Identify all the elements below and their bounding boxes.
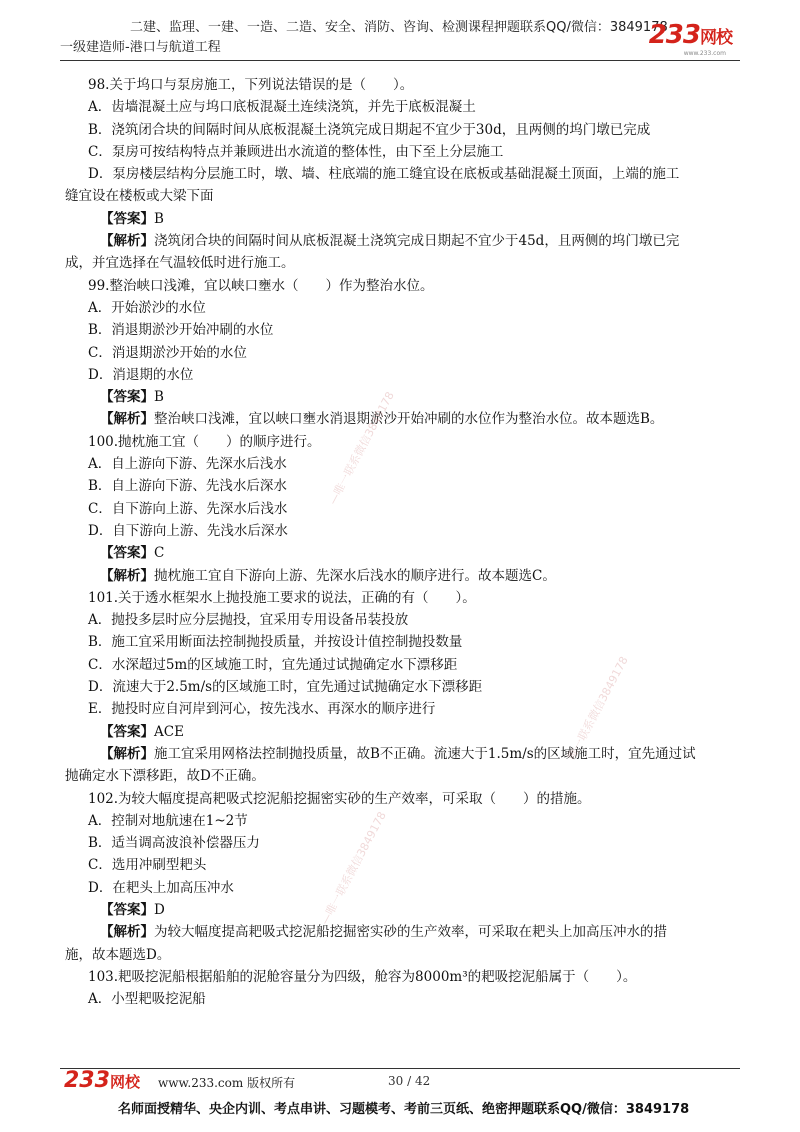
answer-line bbox=[88, 542, 738, 564]
text-line bbox=[88, 342, 738, 364]
logo-number: 233 bbox=[648, 20, 700, 50]
analysis-line bbox=[88, 230, 738, 252]
text-line bbox=[88, 654, 738, 676]
text-line bbox=[65, 252, 738, 274]
line-tag: 【解析】 bbox=[100, 924, 154, 941]
analysis-line bbox=[88, 743, 738, 765]
answer-line bbox=[88, 386, 738, 408]
line-text: 102.为较大幅度提高耙吸式挖泥船挖掘密实砂的生产效率，可采取（ ）的措施。 bbox=[88, 790, 591, 807]
page-header bbox=[60, 14, 740, 56]
line-text: 施，故本题选D。 bbox=[65, 946, 171, 963]
text-line bbox=[88, 877, 738, 899]
header-subject: 一级建造师-港口与航道工程 bbox=[60, 40, 221, 55]
line-tag: 【答案】 bbox=[100, 389, 154, 406]
line-text: B．施工宜采用断面法控制抛投质量，并按设计值控制抛投数量 bbox=[88, 634, 463, 651]
line-text: A．齿墙混凝土应与坞口底板混凝土连续浇筑，并先于底板混凝土 bbox=[88, 99, 476, 116]
text-line bbox=[88, 453, 738, 475]
line-text: D．消退期的水位 bbox=[88, 366, 194, 383]
line-text: B．浇筑闭合块的间隔时间从底板混凝土浇筑完成日期起不宜少于30d，且两侧的坞门墩已完成 bbox=[88, 121, 651, 138]
text-line bbox=[88, 631, 738, 653]
line-text: A．小型耙吸挖泥船 bbox=[88, 991, 206, 1008]
header-promo: 二建、监理、一建、一造、二造、安全、消防、咨询、检测课程押题联系QQ/微信：3849178 bbox=[130, 20, 668, 35]
line-tag: 【答案】 bbox=[100, 545, 154, 562]
line-text: 浇筑闭合块的间隔时间从底板混凝土浇筑完成日期起不宜少于45d，且两侧的坞门墩已完 bbox=[154, 233, 680, 250]
header-divider bbox=[60, 60, 740, 61]
line-tag: 【解析】 bbox=[100, 411, 154, 428]
line-text: 整治峡口浅滩，宜以峡口壅水消退期淤沙开始冲刷的水位作为整治水位。故本题选B。 bbox=[154, 411, 664, 428]
text-line bbox=[88, 498, 738, 520]
page-number: 30 / 42 bbox=[388, 1074, 431, 1088]
line-text: E．抛投时应自河岸到河心，按先浅水、再深水的顺序进行 bbox=[88, 701, 436, 718]
line-text: A．控制对地航速在1~2节 bbox=[88, 812, 248, 829]
line-text: 抛枕施工宜自下游向上游、先深水后浅水的顺序进行。故本题选C。 bbox=[154, 567, 556, 584]
line-tag: 【答案】 bbox=[100, 210, 154, 227]
line-text: 98.关于坞口与泵房施工，下列说法错误的是（ ）。 bbox=[88, 77, 414, 93]
text-line bbox=[88, 698, 738, 720]
line-text: C．自下游向上游、先深水后浅水 bbox=[88, 500, 288, 517]
text-line bbox=[88, 676, 738, 698]
text-line bbox=[88, 475, 738, 497]
text-line bbox=[88, 297, 738, 319]
text-line bbox=[88, 74, 738, 96]
answer-line bbox=[88, 721, 738, 743]
logo-url: www.233.com bbox=[683, 50, 726, 57]
line-text: D．流速大于2.5m/s的区域施工时，宜先通过试抛确定水下漂移距 bbox=[88, 679, 483, 696]
analysis-line bbox=[88, 408, 738, 430]
analysis-line bbox=[88, 921, 738, 943]
line-text: A．自上游向下游、先深水后浅水 bbox=[88, 456, 287, 473]
footer-divider bbox=[60, 1068, 740, 1069]
line-text: C．水深超过5m的区域施工时，宜先通过试抛确定水下漂移距 bbox=[88, 656, 458, 673]
text-line bbox=[88, 832, 738, 854]
text-line bbox=[88, 119, 738, 141]
text-line bbox=[88, 587, 738, 609]
line-text: C．选用冲刷型耙头 bbox=[88, 857, 207, 874]
text-line bbox=[88, 96, 738, 118]
text-line bbox=[88, 431, 738, 453]
line-text: 103.耙吸挖泥船根据船舶的泥舱容量分为四级，舱容为8000m³的耙吸挖泥船属于（ ）。 bbox=[88, 968, 637, 985]
line-text: 抛确定水下漂移距，故D不正确。 bbox=[65, 768, 265, 785]
line-text: B bbox=[154, 389, 164, 406]
text-line bbox=[88, 966, 738, 988]
line-text: B．自上游向下游、先浅水后深水 bbox=[88, 478, 287, 495]
line-text: B bbox=[154, 210, 164, 227]
answer-line bbox=[88, 208, 738, 230]
text-line bbox=[88, 988, 738, 1010]
text-line bbox=[88, 319, 738, 341]
text-line bbox=[65, 944, 738, 966]
footer-logo-suffix: 网校 bbox=[109, 1073, 140, 1091]
line-text: C．泵房可按结构特点并兼顾进出水流道的整体性，由下至上分层施工 bbox=[88, 143, 504, 160]
text-line bbox=[88, 141, 738, 163]
line-text: C．消退期淤沙开始的水位 bbox=[88, 344, 247, 361]
answer-line bbox=[88, 899, 738, 921]
line-text: 为较大幅度提高耙吸式挖泥船挖掘密实砂的生产效率，可采取在耙头上加高压冲水的措 bbox=[154, 924, 667, 941]
watermark-3: —唯一联系微信3849178 bbox=[318, 809, 389, 927]
text-line bbox=[88, 520, 738, 542]
line-tag: 【答案】 bbox=[100, 723, 154, 740]
line-tag: 【解析】 bbox=[100, 567, 154, 584]
document-body bbox=[65, 74, 738, 1010]
line-tag: 【答案】 bbox=[100, 901, 154, 918]
text-line bbox=[65, 185, 738, 207]
text-line bbox=[88, 163, 738, 185]
footer-logo[interactable] bbox=[64, 1068, 140, 1093]
line-text: A．开始淤沙的水位 bbox=[88, 299, 206, 316]
footer-logo-number: 233 bbox=[64, 1068, 110, 1093]
line-text: 施工宜采用网格法控制抛投质量，故B不正确。流速大于1.5m/s的区域施工时，宜先通过试 bbox=[154, 745, 696, 762]
line-text: A．抛投多层时应分层抛投，宜采用专用设备吊装投放 bbox=[88, 612, 409, 629]
line-text: 成，并宜选择在气温较低时进行施工。 bbox=[65, 255, 295, 272]
text-line bbox=[65, 765, 738, 787]
analysis-line bbox=[88, 565, 738, 587]
watermark-2: 唯一联系微信3849178 bbox=[565, 654, 631, 763]
text-line bbox=[88, 364, 738, 386]
footer-promo: 名师面授精华、央企内训、考点串讲、习题模考、考前三页纸、绝密押题联系QQ/微信：3849178 bbox=[118, 1102, 690, 1117]
line-text: ACE bbox=[154, 723, 184, 740]
text-line bbox=[88, 810, 738, 832]
line-tag: 【解析】 bbox=[100, 745, 154, 762]
line-text: 101.关于透水框架水上抛投施工要求的说法，正确的有（ ）。 bbox=[88, 589, 476, 606]
line-text: 99.整治峡口浅滩，宜以峡口壅水（ ）作为整治水位。 bbox=[88, 277, 434, 294]
line-text: 100.抛枕施工宜（ ）的顺序进行。 bbox=[88, 433, 321, 450]
logo-suffix: 网校 bbox=[700, 28, 732, 48]
line-text: B．适当调高波浪补偿器压力 bbox=[88, 835, 260, 852]
line-text: 缝宜设在楼板或大梁下面 bbox=[65, 188, 214, 205]
watermark-1: —唯一联系微信3849178 bbox=[326, 389, 397, 507]
line-text: D bbox=[154, 901, 165, 918]
line-tag: 【解析】 bbox=[100, 233, 154, 250]
line-text: C bbox=[154, 545, 165, 562]
line-text: D．泵房楼层结构分层施工时，墩、墙、柱底端的施工缝宜设在底板或基础混凝土顶面，上端的施工 bbox=[88, 166, 680, 183]
text-line bbox=[88, 275, 738, 297]
brand-logo[interactable] bbox=[649, 22, 732, 51]
line-text: D．自下游向上游、先浅水后深水 bbox=[88, 522, 288, 539]
text-line bbox=[88, 788, 738, 810]
line-text: D．在耙头上加高压冲水 bbox=[88, 879, 234, 896]
line-text: B．消退期淤沙开始冲刷的水位 bbox=[88, 322, 274, 339]
footer-copyright: www.233.com 版权所有 bbox=[158, 1076, 296, 1090]
text-line bbox=[88, 854, 738, 876]
text-line bbox=[88, 609, 738, 631]
